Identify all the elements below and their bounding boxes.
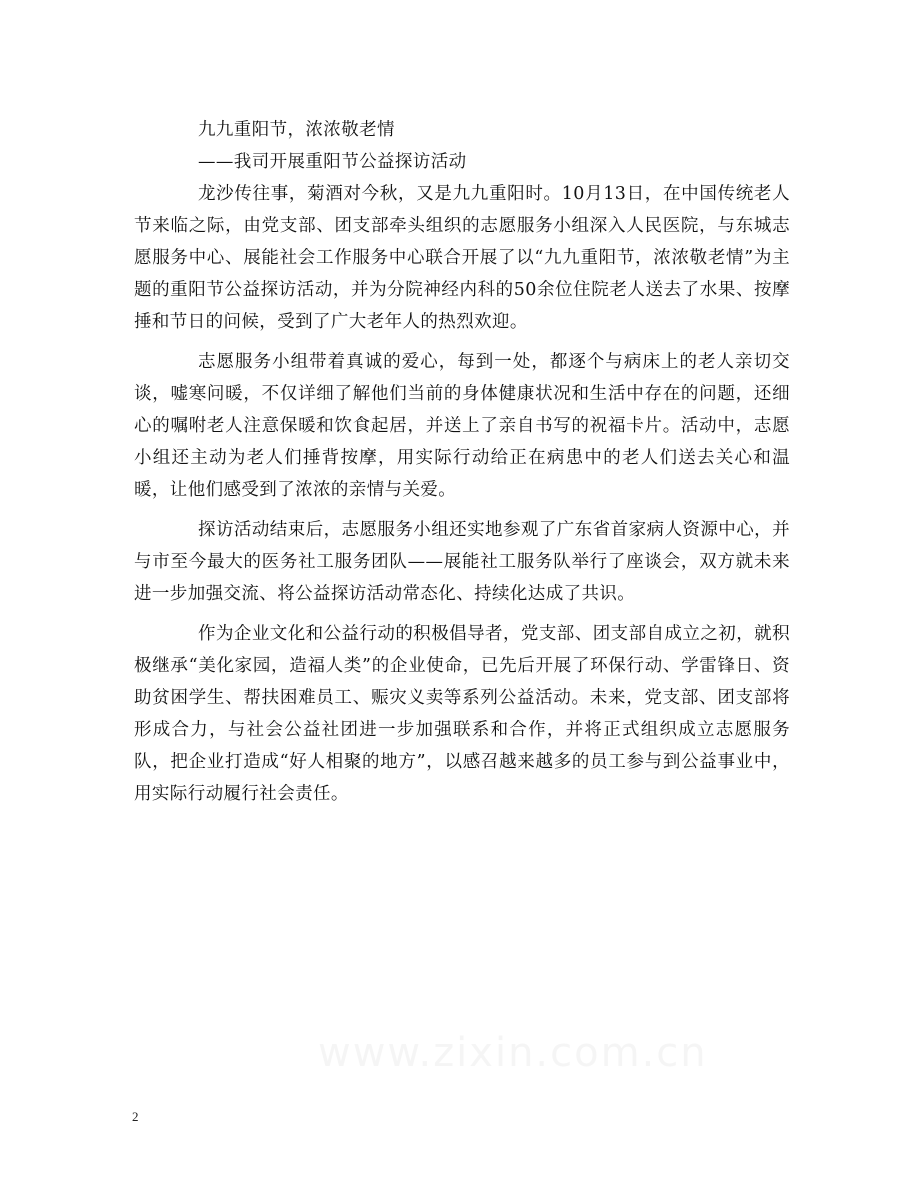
document-body xyxy=(134,114,790,818)
paragraph-4: 作为企业文化和公益行动的积极倡导者，党支部、团支部自成立之初，就积极继承“美化家园，造福人类”的企业使命，已先后开展了环保行动、学雷锋日、资助贫困学生、帮扶困难员工、赈灾义卖等系列公益活动。未来，党支部、团支部将形成合力，与社会公益社团进一步加强联系和合作，并将正式组织成立志愿服务队，把企业打造成“好人相聚的地方”，以感召越来越多的员工参与到公益事业中，用实际行动履行社会责任。 xyxy=(134,624,790,804)
watermark: www.zixin.com.cn xyxy=(318,1030,708,1076)
paragraph-1: 龙沙传往事，菊酒对今秋，又是九九重阳时。10月13日，在中国传统老人节来临之际，由党支部、团支部牵头组织的志愿服务小组深入人民医院，与东城志愿服务中心、展能社会工作服务中心联合开展了以“九九重阳节，浓浓敬老情”为主题的重阳节公益探访活动，并为分院神经内科的50余位住院老人送去了水果、按摩捶和节日的问候，受到了广大老年人的热烈欢迎。 xyxy=(134,184,790,332)
paragraph-3: 探访活动结束后，志愿服务小组还实地参观了广东省首家病人资源中心，并与市至今最大的医务社工服务团队——展能社工服务队举行了座谈会，双方就未来进一步加强交流、将公益探访活动常态化、持续化达成了共识。 xyxy=(134,520,790,604)
paragraph-2: 志愿服务小组带着真诚的爱心，每到一处，都逐个与病床上的老人亲切交谈，嘘寒问暖，不仅详细了解他们当前的身体健康状况和生活中存在的问题，还细心的嘱咐老人注意保暖和饮食起居，并送上了亲自书写的祝福卡片。活动中，志愿小组还主动为老人们捶背按摩，用实际行动给正在病患中的老人们送去关心和温暖，让他们感受到了浓浓的亲情与关爱。 xyxy=(134,352,790,500)
document-title: 九九重阳节，浓浓敬老情 xyxy=(198,120,395,140)
page-number: 2 xyxy=(132,1109,139,1124)
document-subtitle: ——我司开展重阳节公益探访活动 xyxy=(198,152,467,172)
